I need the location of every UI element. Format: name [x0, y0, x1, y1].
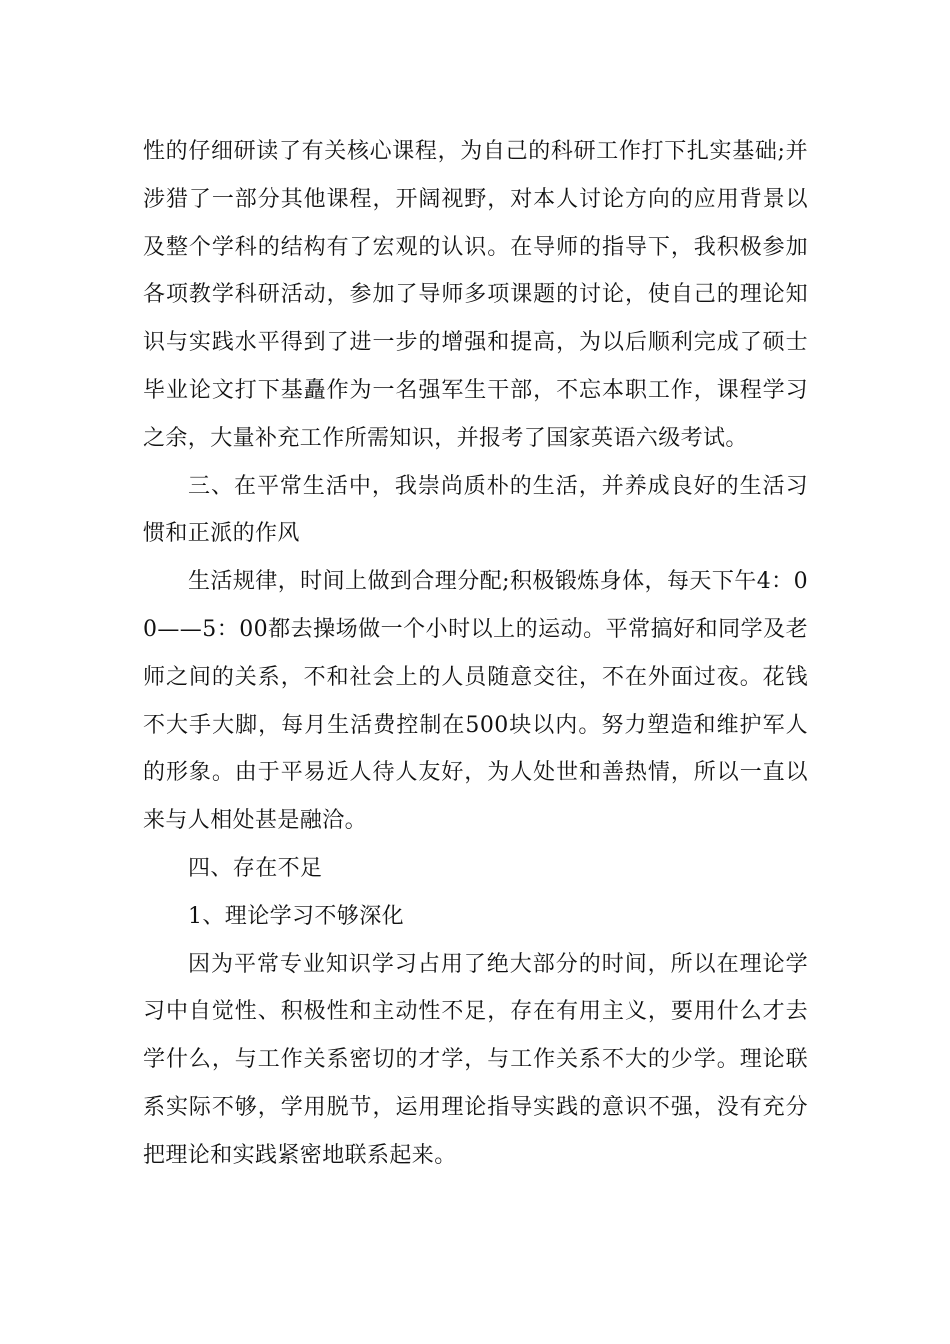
heading-section-three-life: 三、在平常生活中，我崇尚质朴的生活，并养成良好的生活习惯和正派的作风	[143, 473, 808, 547]
paragraph-theory-study: 因为平常专业知识学习占用了绝大部分的时间，所以在理论学习中自觉性、积极性和主动性不足，存在有用主义，要用什么才去学什么，与工作关系密切的才学，与工作关系不大的少学。理论联系实际不够，学用脱节，运用理论指导实践的意识不强，没有充分把理论和实践紧密地联系起来。	[143, 951, 808, 1168]
paragraph-continued-study: 性的仔细研读了有关核心课程，为自己的科研工作打下扎实基础;并涉猎了一部分其他课程，开阔视野，对本人讨论方向的应用背景以及整个学科的结构有了宏观的认识。在导师的指导下，我积极参加各项教学科研活动，参加了导师多项课题的讨论，使自己的理论知识与实践水平得到了进一步的增强和提高，为以后顺利完成了硕士毕业论文打下基矗作为一名强军生干部，不忘本职工作，课程学习之余，大量补充工作所需知识，并报考了国家英语六级考试。	[143, 139, 808, 451]
document-body	[143, 128, 808, 1180]
heading-section-four-shortcomings: 四、存在不足	[188, 855, 323, 881]
paragraph-life-routine: 生活规律，时间上做到合理分配;积极锻炼身体，每天下午4：00——5：00都去操场做一个小时以上的运动。平常搞好和同学及老师之间的关系，不和社会上的人员随意交往，不在外面过夜。花钱不大手大脚，每月生活费控制在500块以内。努力塑造和维护军人的形象。由于平易近人待人友好，为人处世和善热情，所以一直以来与人相处甚是融洽。	[143, 569, 808, 834]
heading-subsection-theory-study: 1、理论学习不够深化	[188, 903, 404, 929]
